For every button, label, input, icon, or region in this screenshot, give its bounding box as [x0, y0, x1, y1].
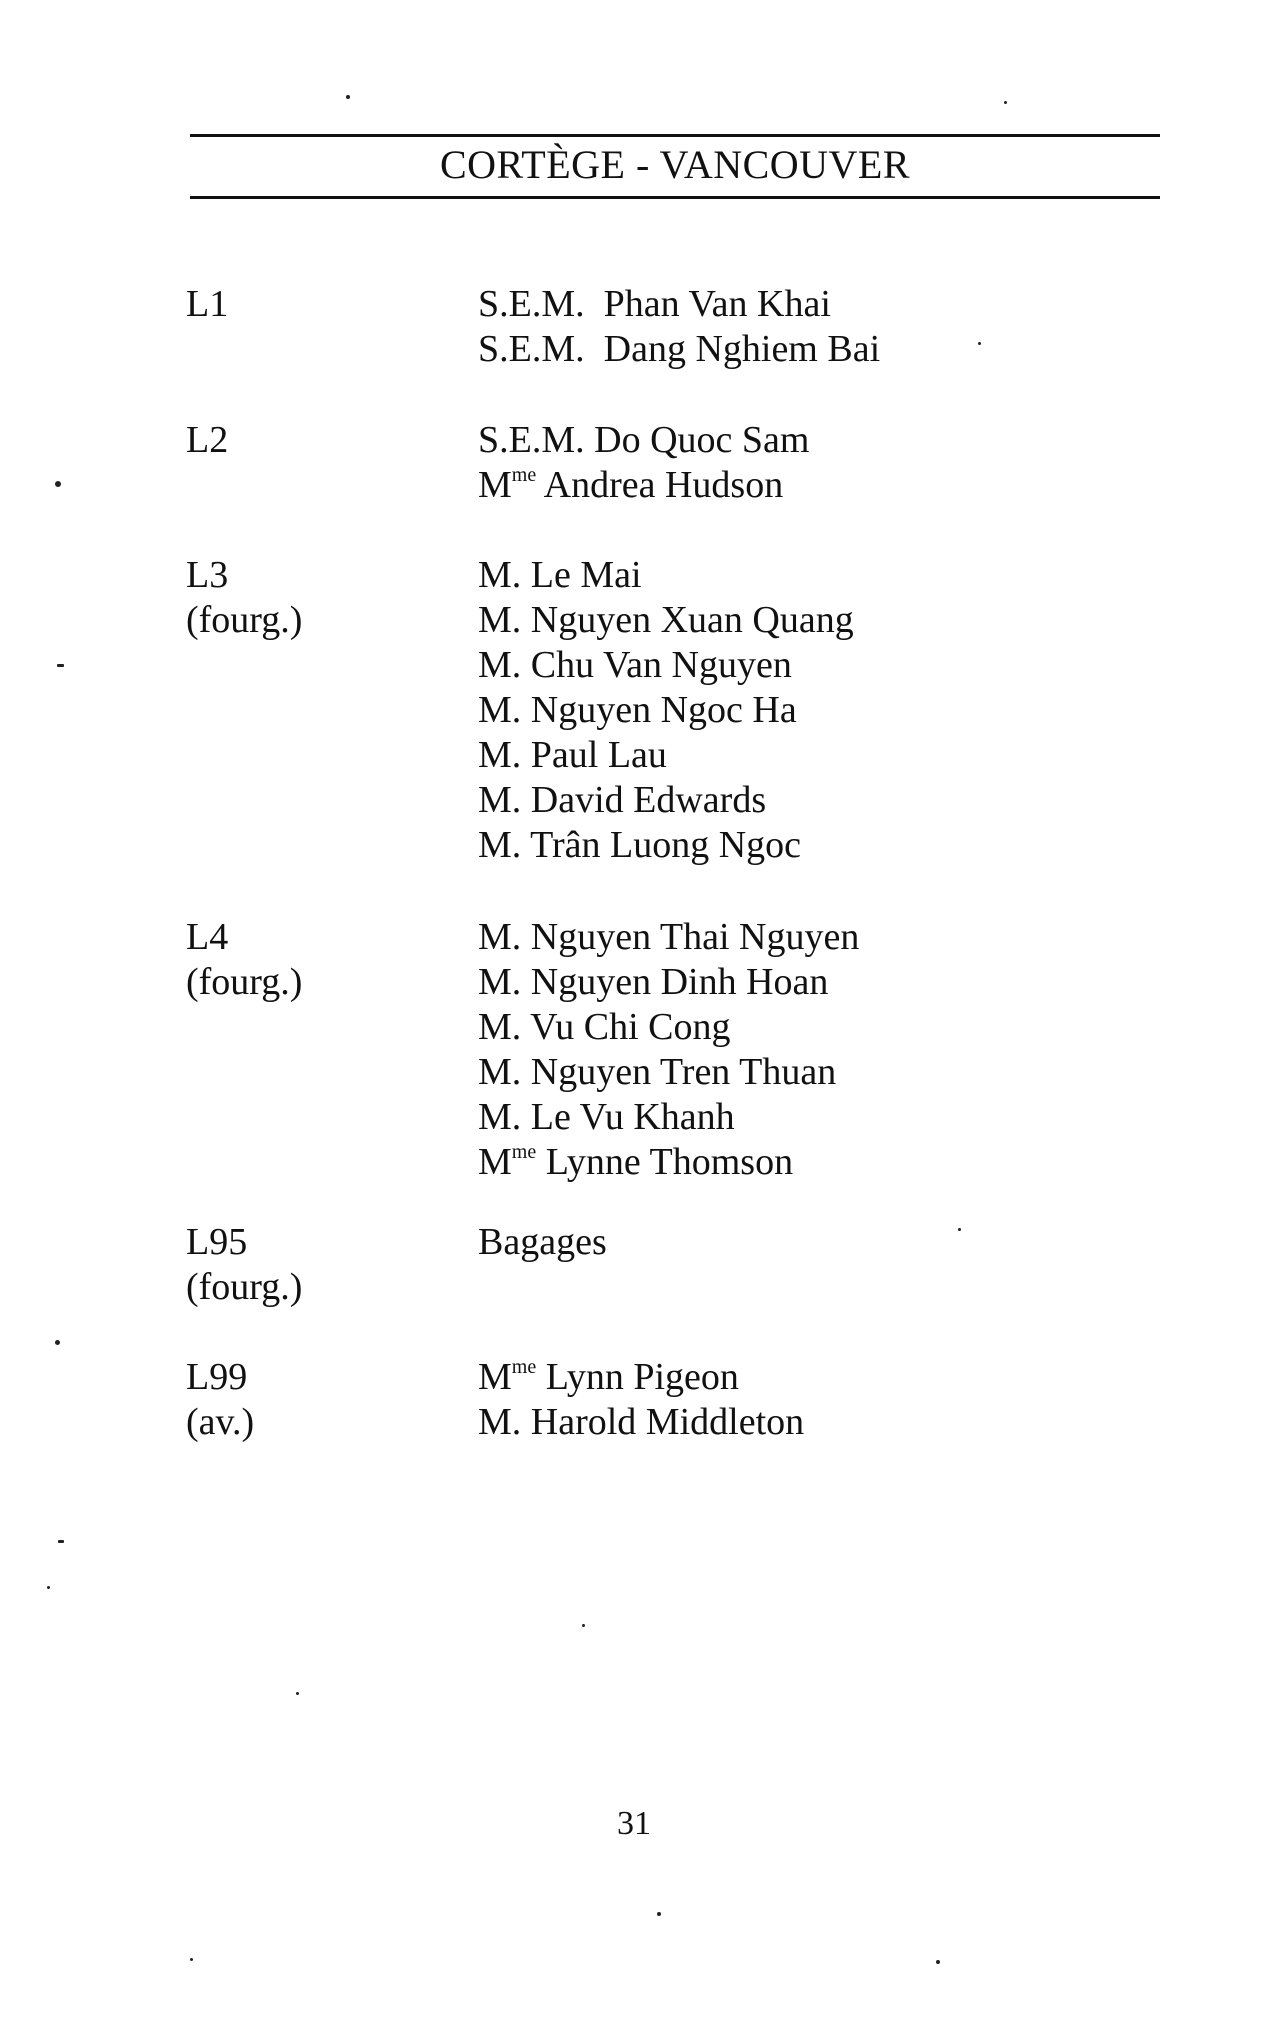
vehicle-code: L1 [186, 283, 229, 325]
passenger-name: Bagages [478, 1221, 607, 1263]
passenger-name: M. Nguyen Tren Thuan [478, 1051, 837, 1093]
header-rule-bottom [190, 196, 1160, 199]
scan-speck [47, 1586, 50, 1589]
scan-speck [55, 1340, 60, 1345]
passenger-name: M. Nguyen Dinh Hoan [478, 961, 829, 1003]
passenger-name: M. Trân Luong Ngoc [478, 824, 802, 866]
vehicle-note: (fourg.) [186, 1266, 303, 1308]
scan-speck [1004, 101, 1007, 104]
passenger-name: M. Chu Van Nguyen [478, 644, 792, 686]
vehicle-code: L99 [186, 1356, 248, 1398]
vehicle-note: (av.) [186, 1401, 255, 1443]
scan-speck [190, 1958, 193, 1961]
scan-speck [58, 1540, 64, 1543]
passenger-list [478, 915, 859, 1185]
vehicle-note: (fourg.) [186, 961, 303, 1003]
passenger-list [478, 1220, 607, 1265]
scan-speck [55, 481, 61, 487]
vehicle-code: L2 [186, 419, 229, 461]
vehicle-code-cell [186, 553, 302, 643]
scan-speck [296, 1692, 299, 1695]
vehicle-code-cell [186, 1220, 302, 1310]
passenger-name: M. Nguyen Ngoc Ha [478, 689, 797, 731]
vehicle-code: L4 [186, 916, 229, 958]
passenger-list [478, 282, 880, 372]
scan-speck [657, 1912, 661, 1916]
passenger-name: S.E.M. Dang Nghiem Bai [478, 328, 881, 370]
passenger-name: M. Vu Chi Cong [478, 1006, 731, 1048]
scan-speck [57, 664, 64, 667]
scan-speck [346, 95, 350, 99]
passenger-name: $M^{me}$ Lynne Thomson [478, 1141, 794, 1183]
vehicle-code: L3 [186, 554, 229, 596]
header-rule-top [190, 134, 1160, 137]
passenger-name: M. Nguyen Xuan Quang [478, 599, 854, 641]
passenger-name: M. Nguyen Thai Nguyen [478, 916, 860, 958]
passenger-list [478, 418, 809, 508]
vehicle-code-cell [186, 915, 302, 1005]
passenger-list [478, 1355, 804, 1445]
passenger-name: M. Paul Lau [478, 734, 667, 776]
page-number: 31 [617, 1805, 651, 1842]
vehicle-note: (fourg.) [186, 599, 303, 641]
passenger-name: $M^{me}$ Andrea Hudson [478, 464, 784, 506]
passenger-list [478, 553, 854, 868]
vehicle-code-cell [186, 418, 228, 463]
passenger-name: M. David Edwards [478, 779, 767, 821]
passenger-name: M. Le Mai [478, 554, 642, 596]
passenger-name: S.E.M. Phan Van Khai [478, 283, 831, 325]
scan-speck [978, 342, 981, 345]
scan-speck [936, 1960, 940, 1964]
vehicle-code-cell [186, 1355, 254, 1445]
passenger-name: M. Le Vu Khanh [478, 1096, 735, 1138]
scan-speck [582, 1624, 585, 1627]
page-title: CORTÈGE - VANCOUVER [439, 142, 911, 187]
vehicle-code: L95 [186, 1221, 248, 1263]
passenger-name: $M^{me}$ Lynn Pigeon [478, 1356, 739, 1398]
passenger-name: S.E.M. Do Quoc Sam [478, 419, 810, 461]
vehicle-code-cell [186, 282, 228, 327]
scan-speck [958, 1228, 961, 1231]
passenger-name: M. Harold Middleton [478, 1401, 805, 1443]
